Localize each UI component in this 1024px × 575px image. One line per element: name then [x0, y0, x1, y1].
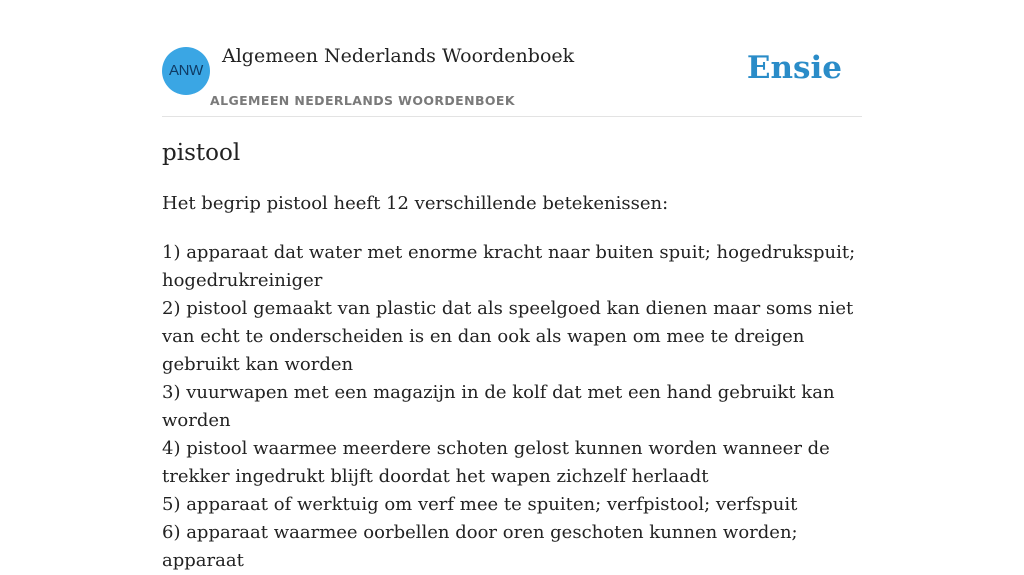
source-subtitle: ALGEMEEN NEDERLANDS WOORDENBOEK: [210, 93, 515, 108]
source-header: [162, 0, 862, 117]
entry-word: pistool: [162, 140, 241, 166]
meanings-list: [162, 239, 862, 575]
meaning-item: 1) apparaat dat water met enorme kracht naar buiten spuit; hogedrukspuit; hogedrukreiniger: [162, 242, 856, 291]
meaning-item: 2) pistool gemaakt van plastic dat als speelgoed kan dienen maar soms niet van echt te onderscheiden is en dan ook als wapen om mee te dreigen gebruikt kan worden: [162, 298, 854, 375]
entry-card: [162, 0, 862, 571]
entry-intro: Het begrip pistool heeft 12 verschillende betekenissen:: [162, 193, 669, 214]
meaning-item: 6) apparaat waarmee oorbellen door oren geschoten kunnen worden; apparaat: [162, 522, 798, 571]
meaning-item: 5) apparaat of werktuig om verf mee te spuiten; verfpistool; verfspuit: [162, 494, 798, 515]
ensie-logo[interactable]: Ensie: [746, 50, 842, 86]
source-title[interactable]: Algemeen Nederlands Woordenboek: [222, 45, 575, 67]
meaning-item: 4) pistool waarmee meerdere schoten gelost kunnen worden wanneer de trekker ingedrukt blijft doordat het wapen zichzelf herlaadt: [162, 438, 830, 487]
anw-logo[interactable]: ANW: [162, 47, 210, 95]
meaning-item: 3) vuurwapen met een magazijn in de kolf dat met een hand gebruikt kan worden: [162, 382, 835, 431]
